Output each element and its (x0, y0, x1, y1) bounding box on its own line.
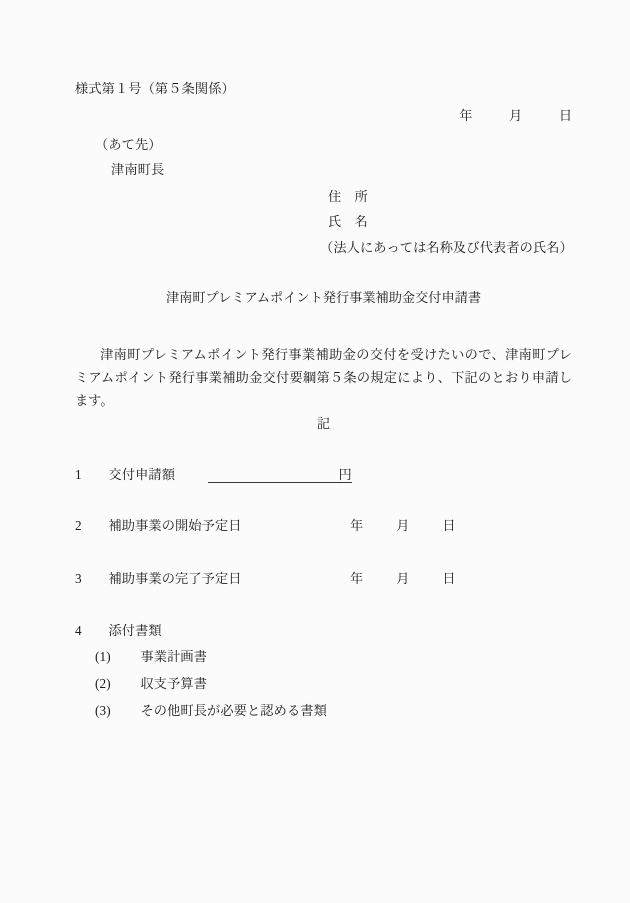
item-4-row (75, 624, 162, 637)
date-year-label: 年 (459, 108, 473, 123)
item-1-label: 交付申請額 (108, 467, 176, 482)
document-body (75, 0, 572, 903)
item-3-label: 補助事業の完了予定日 (108, 571, 242, 586)
addressee-label: （あて先） (95, 137, 162, 152)
item-2-label: 補助事業の開始予定日 (108, 518, 242, 533)
item-3-year-label: 年 (350, 571, 364, 586)
ki-marker: 記 (316, 416, 331, 431)
item-3-row (75, 571, 456, 586)
body-paragraph: 津南町プレミアムポイント発行事業補助金の交付を受けたいので、津南町プレミアムポイント発行事業補助金交付要綱第５条の規定により、下記のとおり申請します。 (75, 347, 572, 408)
applicant-address-label: 住 所 (328, 189, 368, 204)
attachment-item (95, 704, 327, 717)
attachment-1-number: (1) (95, 649, 111, 664)
item-2-row (75, 518, 456, 533)
item-2-month-label: 月 (396, 518, 410, 533)
applicant-corporate-note: （法人にあっては名称及び代表者の氏名） (320, 240, 573, 255)
date-day-label: 日 (558, 108, 572, 123)
attachment-item (95, 677, 207, 690)
document-title: 津南町プレミアムポイント発行事業補助金交付申請書 (165, 290, 482, 305)
addressee-name: 津南町長 (111, 162, 165, 177)
item-4-label: 添付書類 (108, 623, 162, 638)
item-1-number: 1 (75, 467, 82, 482)
item-3-month-label: 月 (396, 571, 410, 586)
item-2-number: 2 (75, 518, 82, 533)
item-2-date-slots[interactable] (350, 519, 456, 532)
item-4-number: 4 (75, 623, 82, 638)
applicant-name-label: 氏 名 (328, 214, 368, 229)
item-1-row (75, 468, 352, 483)
date-line (75, 109, 572, 122)
attachment-3-number: (3) (95, 703, 111, 718)
item-1-unit: 円 (338, 467, 352, 482)
item-2-day-label: 日 (442, 518, 456, 533)
form-number: 様式第１号（第５条関係） (75, 81, 235, 96)
attachment-3-label: その他町長が必要と認める書類 (140, 703, 327, 718)
attachment-item (95, 650, 207, 663)
attachment-2-number: (2) (95, 676, 111, 691)
amount-input-blank[interactable] (208, 468, 352, 483)
item-2-year-label: 年 (350, 518, 364, 533)
date-month-label: 月 (509, 108, 523, 123)
attachment-1-label: 事業計画書 (140, 649, 208, 664)
item-3-date-slots[interactable] (350, 572, 456, 585)
item-3-number: 3 (75, 571, 82, 586)
item-3-day-label: 日 (442, 571, 456, 586)
attachment-2-label: 収支予算書 (140, 676, 208, 691)
